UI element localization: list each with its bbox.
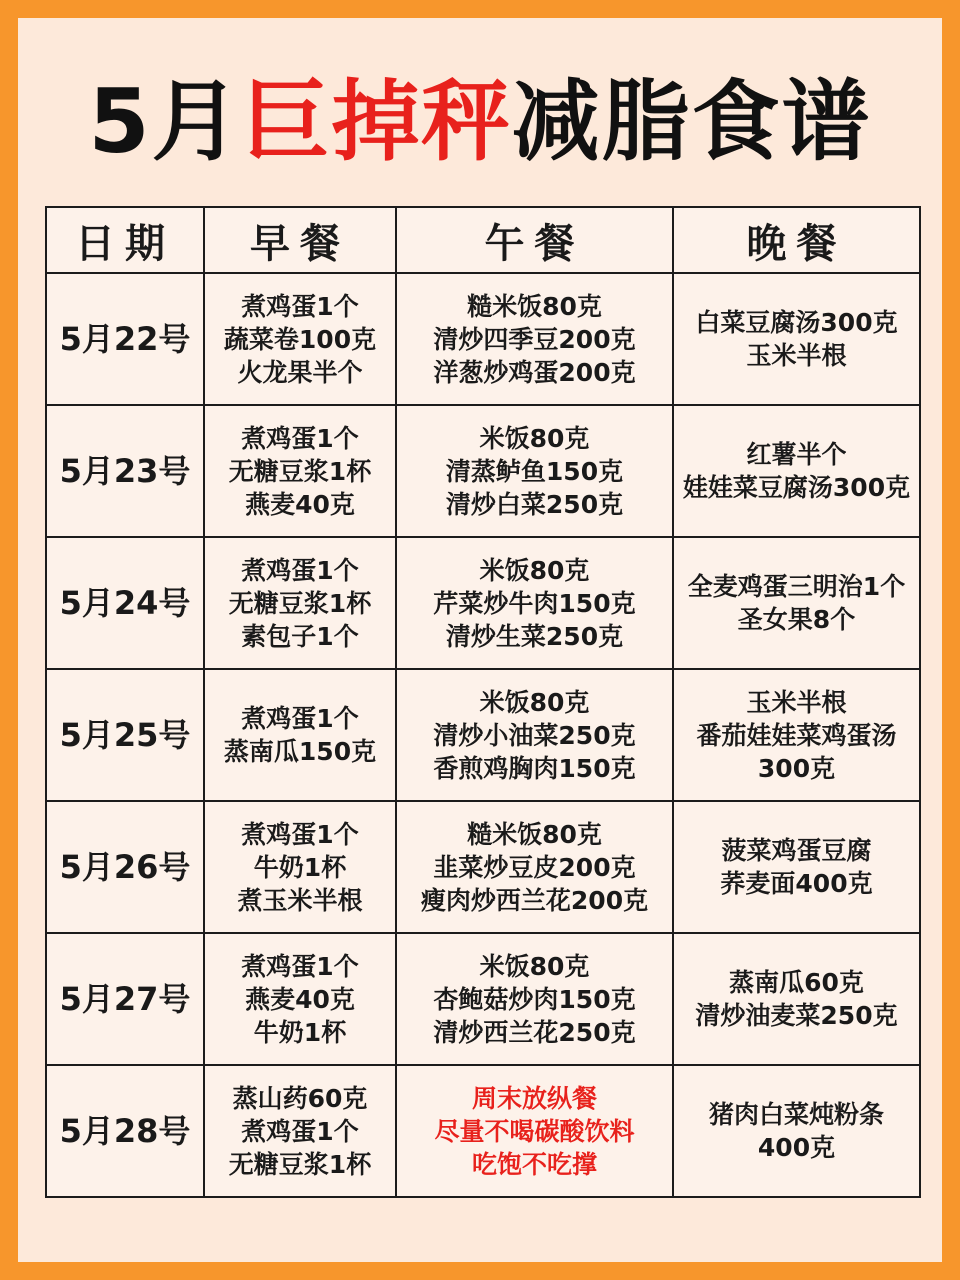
header-date: 日期 [46,207,204,273]
meal-item: 无糖豆浆1杯 [228,588,372,618]
breakfast-cell [204,405,396,537]
table-header-row [46,207,920,273]
table-row [46,537,920,669]
dinner-cell [673,801,920,933]
meal-item: 瘦肉炒西兰花200克 [420,885,649,915]
meal-item: 素包子1个 [241,621,359,651]
meal-item: 无糖豆浆1杯 [228,1149,372,1179]
meal-item: 蒸南瓜150克 [223,737,377,766]
title-prefix: 5月 [88,70,242,173]
meal-item: 蔬菜卷100克 [223,324,377,354]
date-cell: 5月25号 [46,669,204,801]
meal-item: 猪肉白菜炖粉条 [708,1100,884,1129]
meal-item: 米饭80克 [479,951,590,981]
meal-item: 全麦鸡蛋三明治1个 [687,572,906,601]
title-highlight: 巨掉秤 [241,70,512,173]
meal-item: 燕麦40克 [245,984,355,1014]
meal-item: 无糖豆浆1杯 [228,456,372,486]
meal-item: 米饭80克 [479,555,590,585]
meal-item: 牛奶1杯 [253,1017,347,1047]
header-breakfast: 早餐 [204,207,396,273]
lunch-cell [396,405,673,537]
date-cell: 5月23号 [46,405,204,537]
meal-item: 香煎鸡胸肉150克 [433,753,636,783]
breakfast-cell [204,933,396,1065]
lunch-cell [396,1065,673,1197]
meal-item: 米饭80克 [479,423,590,453]
meal-item: 煮鸡蛋1个 [241,555,359,585]
meal-item: 米饭80克 [479,687,590,717]
dinner-cell [673,273,920,405]
table-row [46,801,920,933]
dinner-cell [673,405,920,537]
meal-item: 娃娃菜豆腐汤300克 [682,473,911,502]
meal-item: 番茄娃娃菜鸡蛋汤 [696,720,897,750]
meal-item: 韭菜炒豆皮200克 [433,852,636,882]
breakfast-cell [204,669,396,801]
meal-item: 芹菜炒牛肉150克 [433,588,636,618]
meal-item: 蒸南瓜60克 [729,968,864,997]
dinner-cell [673,669,920,801]
meal-item: 煮鸡蛋1个 [241,704,359,733]
table-row [46,1065,920,1197]
meal-item: 300克 [757,753,836,783]
meal-item: 糙米饭80克 [467,819,602,849]
page-title [18,62,942,182]
breakfast-cell [204,801,396,933]
lunch-cell [396,537,673,669]
meal-item: 圣女果8个 [737,605,856,634]
meal-item: 清炒白菜250克 [445,489,624,519]
header-dinner: 晚餐 [673,207,920,273]
table-row [46,669,920,801]
meal-item: 糙米饭80克 [467,291,602,321]
table-row [46,933,920,1065]
menu-card [18,18,942,1262]
meal-item: 尽量不喝碳酸饮料 [434,1116,635,1146]
table-row [46,273,920,405]
table-row [46,405,920,537]
meal-item: 煮鸡蛋1个 [241,1116,359,1146]
header-lunch: 午餐 [396,207,673,273]
lunch-cell [396,801,673,933]
meal-item: 清蒸鲈鱼150克 [445,456,624,486]
lunch-cell [396,273,673,405]
meal-item: 杏鲍菇炒肉150克 [433,984,636,1014]
meal-item: 牛奶1杯 [253,852,347,882]
meal-item: 清炒四季豆200克 [433,324,636,354]
dinner-cell [673,933,920,1065]
meal-item: 清炒生菜250克 [445,621,624,651]
date-cell: 5月26号 [46,801,204,933]
meal-item: 煮鸡蛋1个 [241,291,359,321]
meal-item: 燕麦40克 [245,489,355,519]
dinner-cell [673,1065,920,1197]
date-cell: 5月28号 [46,1065,204,1197]
meal-item: 白菜豆腐汤300克 [695,308,898,337]
date-cell: 5月22号 [46,273,204,405]
breakfast-cell [204,537,396,669]
dinner-cell [673,537,920,669]
lunch-cell [396,669,673,801]
meal-item: 煮鸡蛋1个 [241,951,359,981]
meal-item: 红薯半个 [746,440,847,469]
meal-item: 火龙果半个 [237,357,363,387]
breakfast-cell [204,273,396,405]
breakfast-cell [204,1065,396,1197]
meal-item: 清炒西兰花250克 [433,1017,636,1047]
meal-item: 周末放纵餐 [471,1083,597,1113]
meal-item: 吃饱不吃撑 [471,1149,597,1179]
date-cell: 5月27号 [46,933,204,1065]
lunch-cell [396,933,673,1065]
meal-item: 菠菜鸡蛋豆腐 [721,836,872,865]
meal-item: 煮鸡蛋1个 [241,423,359,453]
title-suffix: 减脂食谱 [511,70,872,173]
meal-item: 蒸山药60克 [232,1083,368,1113]
meal-item: 玉米半根 [746,341,847,370]
meal-item: 洋葱炒鸡蛋200克 [433,357,636,387]
meal-item: 玉米半根 [746,687,847,717]
meal-plan-table [45,206,921,1198]
meal-item: 煮玉米半根 [237,885,363,915]
meal-item: 煮鸡蛋1个 [241,819,359,849]
table-body [46,273,920,1197]
meal-item: 清炒小油菜250克 [433,720,636,750]
date-cell: 5月24号 [46,537,204,669]
meal-item: 400克 [757,1133,836,1162]
meal-item: 清炒油麦菜250克 [695,1001,898,1030]
meal-item: 荞麦面400克 [720,869,873,898]
